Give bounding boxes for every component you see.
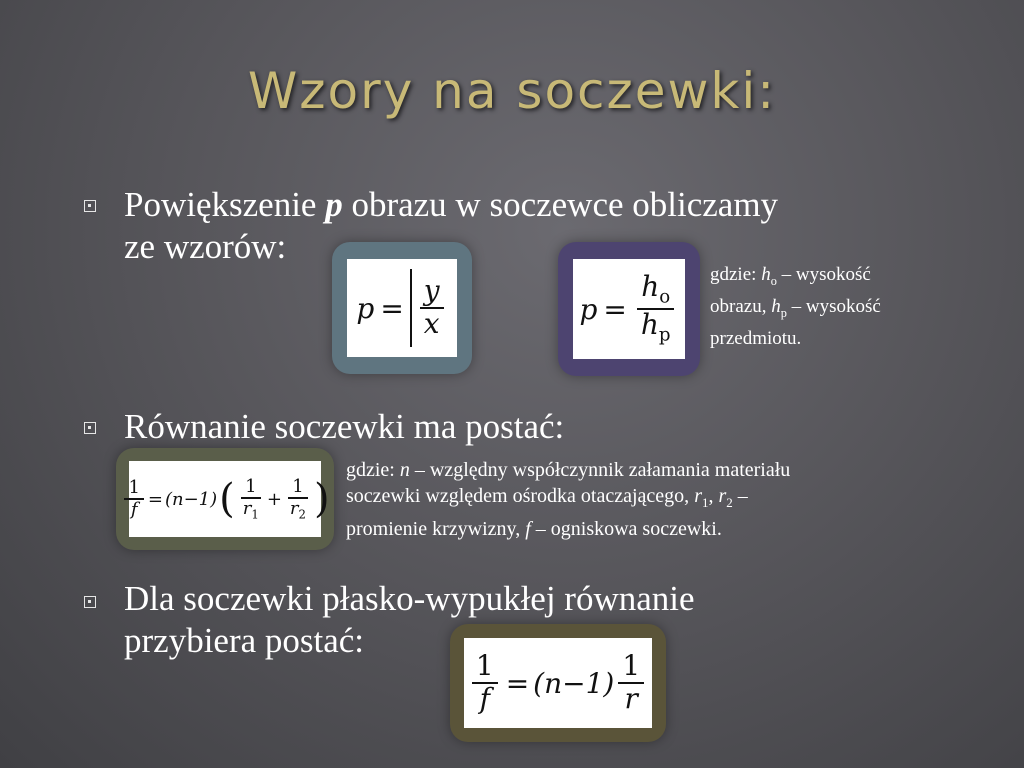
note2-var: n: [399, 459, 410, 481]
formula-c-open-paren: (: [219, 476, 235, 522]
bullet-3-line2: przybiera postać:: [124, 621, 365, 660]
formula-magnification-heights: [558, 242, 700, 376]
bullet-3-line1: Dla soczewki płasko-wypukłej równanie: [124, 579, 695, 618]
formula-d-lhs: [472, 651, 498, 715]
formula-c-t1-sub: 1: [251, 507, 259, 522]
formula-a-num: y: [420, 276, 444, 309]
formula-c-plus: +: [266, 488, 282, 510]
note2-sub: 1: [701, 495, 709, 510]
formula-plano-convex: [450, 624, 666, 742]
formula-c-t2-den: r: [289, 497, 299, 519]
formula-d-lhs-num: 1: [472, 651, 498, 684]
formula-c-eq: =: [147, 488, 163, 510]
formula-c-t1-num: 1: [241, 477, 260, 499]
note1-text: obrazu,: [710, 295, 772, 317]
formula-c-lhs-num: 1: [124, 478, 143, 500]
bullet-1-prefix: Powiększenie: [124, 185, 326, 224]
formula-b-lhs: p: [579, 292, 598, 326]
formula-c-t1-den: r: [242, 497, 252, 519]
note2-text: – względny współczynnik załamania materiału: [409, 459, 791, 481]
formula-a-eq: =: [380, 291, 404, 325]
note2-var: r: [718, 485, 727, 507]
bullet-1-suffix: obrazu w soczewce obliczamy: [342, 185, 779, 224]
bullet-1-line2: ze wzorów:: [124, 227, 287, 266]
note1-sub: p: [780, 305, 787, 320]
formula-d-paren: (n−1): [533, 666, 615, 700]
formula-a-fraction: [420, 276, 444, 340]
formula-c-term1: [239, 477, 263, 521]
formula-a-bar: [410, 269, 412, 347]
formula-b-num-sub: o: [659, 286, 671, 308]
formula-c-term2: [286, 477, 310, 521]
note2-text: – ogniskowa soczewki.: [530, 518, 722, 540]
formula-magnification-yx: [332, 242, 472, 374]
bullet-1-text: [124, 184, 964, 268]
note2-var: r: [694, 485, 702, 507]
formula-d-t-num: 1: [618, 651, 644, 684]
formula-c-paren: (n−1): [164, 488, 218, 510]
formula-b-eq: =: [603, 292, 627, 326]
note2-text: gdzie:: [346, 459, 400, 481]
note1-var: h: [761, 264, 771, 285]
note1-var: h: [771, 295, 781, 317]
formula-d-t-den: r: [624, 682, 638, 715]
bullet-2-text: Równanie soczewki ma postać:: [124, 407, 565, 446]
formula-c-lhs: [124, 478, 143, 520]
slide-title: Wzory na soczewki:: [247, 62, 777, 120]
square-bullet-icon: [84, 596, 96, 608]
formula-lens-equation: [116, 448, 334, 550]
note2-sub: 2: [726, 495, 733, 510]
formula-b-den: h: [640, 308, 659, 341]
note-lens-equation: [346, 457, 1016, 542]
formula-a-den: x: [423, 307, 440, 340]
formula-b-fraction: [637, 272, 675, 345]
note1-text: gdzie:: [710, 264, 762, 285]
formula-a-lhs: p: [356, 291, 375, 325]
note1-text: – wysokość: [786, 295, 881, 317]
note2-var: f: [525, 518, 531, 540]
formula-c-t2-sub: 2: [298, 507, 306, 522]
bullet-1-var: p: [325, 185, 343, 224]
square-bullet-icon: [84, 422, 96, 434]
formula-c-lhs-den: f: [130, 499, 138, 520]
note-magnification: [710, 262, 1010, 352]
formula-b-den-sub: p: [658, 324, 671, 346]
note2-text: soczewki względem ośrodka otaczającego,: [346, 485, 695, 507]
formula-b-num: h: [641, 270, 660, 304]
formula-d-lhs-den: f: [479, 682, 490, 715]
formula-d-term: [618, 651, 644, 715]
note1-text: przedmiotu.: [710, 327, 802, 349]
formula-d-eq: =: [505, 666, 530, 700]
square-bullet-icon: [84, 200, 96, 212]
note2-text: ,: [708, 485, 719, 507]
formula-c-close-paren: ): [313, 476, 330, 522]
note2-text: –: [732, 485, 748, 507]
formula-c-t2-num: 1: [288, 477, 307, 499]
note1-sub: o: [770, 273, 777, 288]
note1-text: – wysokość: [776, 264, 871, 285]
note2-text: promienie krzywizny,: [346, 518, 526, 540]
